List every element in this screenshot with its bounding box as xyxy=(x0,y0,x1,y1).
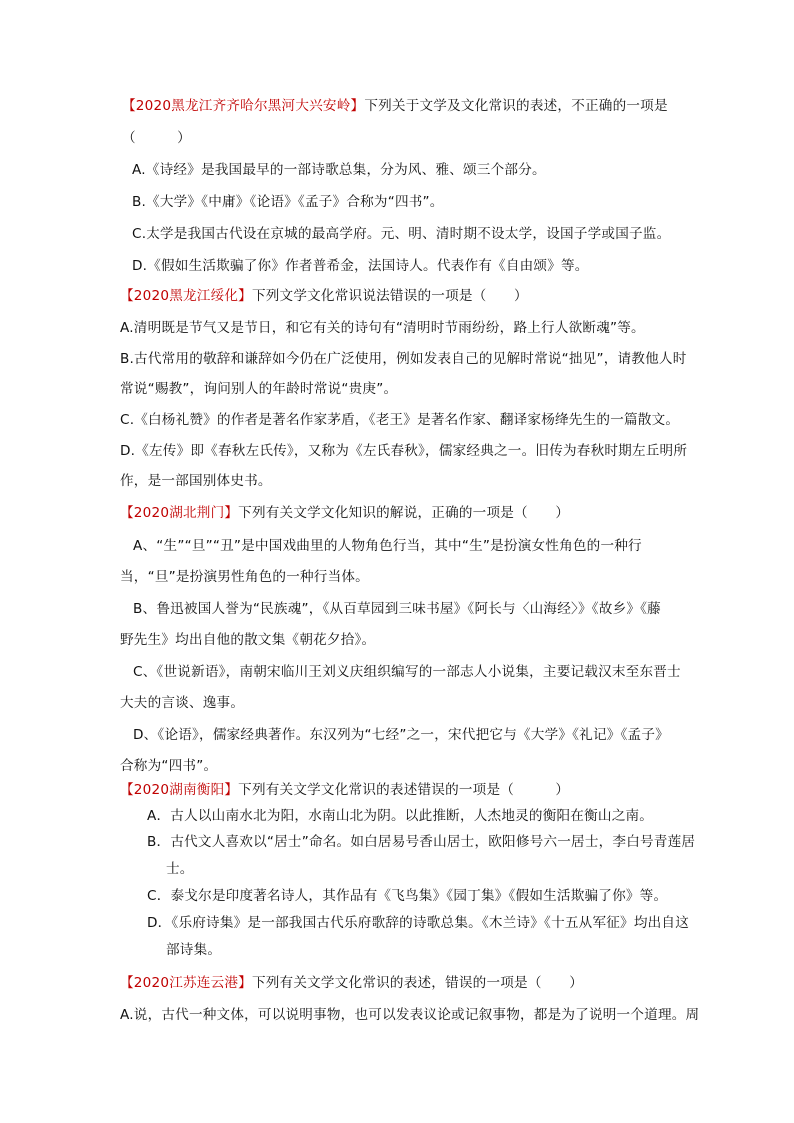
option-d-cont: 合称为“四书”。 xyxy=(120,758,218,774)
option-c: C.《白杨礼赞》的作者是著名作家茅盾，《老王》是著名作家、翻译家杨绛先生的一篇散文。 xyxy=(120,412,680,428)
question-stem: 下列关于文学及文化常识的表述，不正确的一项是 xyxy=(364,98,668,114)
option-b: B、鲁迅被国人誉为“民族魂”，《从百草园到三味书屋》《阿长与〈山海经〉》《故乡》《藤 xyxy=(133,601,661,617)
source-tag: 【2020江苏连云港】 xyxy=(120,975,252,991)
question-header xyxy=(122,97,668,115)
option-d: D．《乐府诗集》是一部我国古代乐府歌辞的诗歌总集。《木兰诗》《十五从军征》均出自这 xyxy=(147,915,690,931)
option-c: C．泰戈尔是印度著名诗人，其作品有《飞鸟集》《园丁集》《假如生活欺骗了你》等。 xyxy=(147,888,668,904)
option-a: A．古人以山南水北为阳，水南山北为阴。以此推断，人杰地灵的衡阳在衡山之南。 xyxy=(147,808,654,824)
option-b: B.《大学》《中庸》《论语》《孟子》合称为“四书”。 xyxy=(132,194,444,210)
option-c-cont: 大夫的言谈、逸事。 xyxy=(120,695,245,711)
option-d: D.《假如生活欺骗了你》作者普希金，法国诗人。代表作有《自由颂》等。 xyxy=(132,258,589,274)
option-b: B．古代文人喜欢以“居士”命名。如白居易号香山居士，欧阳修号六一居士，李白号青莲居 xyxy=(147,834,696,850)
option-a: A、“生”“旦”“丑”是中国戏曲里的人物角色行当，其中“生”是扮演女性角色的一种行 xyxy=(133,538,642,554)
question-stem: 下列有关文学文化常识的表述，错误的一项是（ ） xyxy=(251,975,584,991)
option-d: D.《左传》即《春秋左氏传》，又称为《左氏春秋》，儒家经典之一。旧传为春秋时期左丘明所 xyxy=(120,443,688,459)
option-d: D、《论语》，儒家经典著作。东汉列为“七经”之一，宋代把它与《大学》《礼记》《孟子》 xyxy=(133,727,669,743)
option-a-cont: 当，“旦”是扮演男性角色的一种行当体。 xyxy=(120,569,369,585)
option-c: C.太学是我国古代设在京城的最高学府。元、明、清时期不设太学，设国子学或国子监。 xyxy=(132,226,671,242)
option-d-cont: 部诗集。 xyxy=(166,942,222,958)
source-tag: 【2020湖北荆门】 xyxy=(120,505,239,521)
option-c: C、《世说新语》，南朝宋临川王刘义庆组织编写的一部志人小说集，主要记载汉末至东晋士 xyxy=(133,664,681,680)
option-b-cont: 士。 xyxy=(166,861,194,877)
option-a: A.《诗经》是我国最早的一部诗歌总集，分为风、雅、颂三个部分。 xyxy=(132,162,546,178)
question-header xyxy=(120,287,528,305)
option-a: A.说，古代一种文体，可以说明事物，也可以发表议论或记叙事物，都是为了说明一个道理。周 xyxy=(120,1007,700,1023)
option-a: A.清明既是节气又是节日，和它有关的诗句有“清明时节雨纷纷，路上行人欲断魂”等。 xyxy=(120,320,645,336)
source-tag: 【2020湖南衡阳】 xyxy=(120,782,239,798)
question-stem: 下列文学文化常识说法错误的一项是（ ） xyxy=(251,288,528,304)
source-tag: 【2020黑龙江齐齐哈尔黑河大兴安岭】 xyxy=(122,98,365,114)
question-stem-cont: （ ） xyxy=(122,130,191,146)
question-stem: 下列有关文学文化常识的表述错误的一项是（ ） xyxy=(238,782,570,798)
question-stem: 下列有关文学文化知识的解说，正确的一项是（ ） xyxy=(238,505,570,521)
source-tag: 【2020黑龙江绥化】 xyxy=(120,288,252,304)
question-header xyxy=(120,974,583,992)
question-header xyxy=(120,781,569,799)
option-b: B.古代常用的敬辞和谦辞如今仍在广泛使用，例如发表自己的见解时常说“拙见”，请教他人时 xyxy=(120,351,687,367)
option-b-cont: 野先生》均出自他的散文集《朝花夕拾》。 xyxy=(120,632,376,648)
option-d-cont: 作，是一部国别体史书。 xyxy=(120,473,272,489)
option-b-cont: 常说“赐教”，询问别人的年龄时常说“贵庚”。 xyxy=(120,381,398,397)
question-header xyxy=(120,504,569,522)
